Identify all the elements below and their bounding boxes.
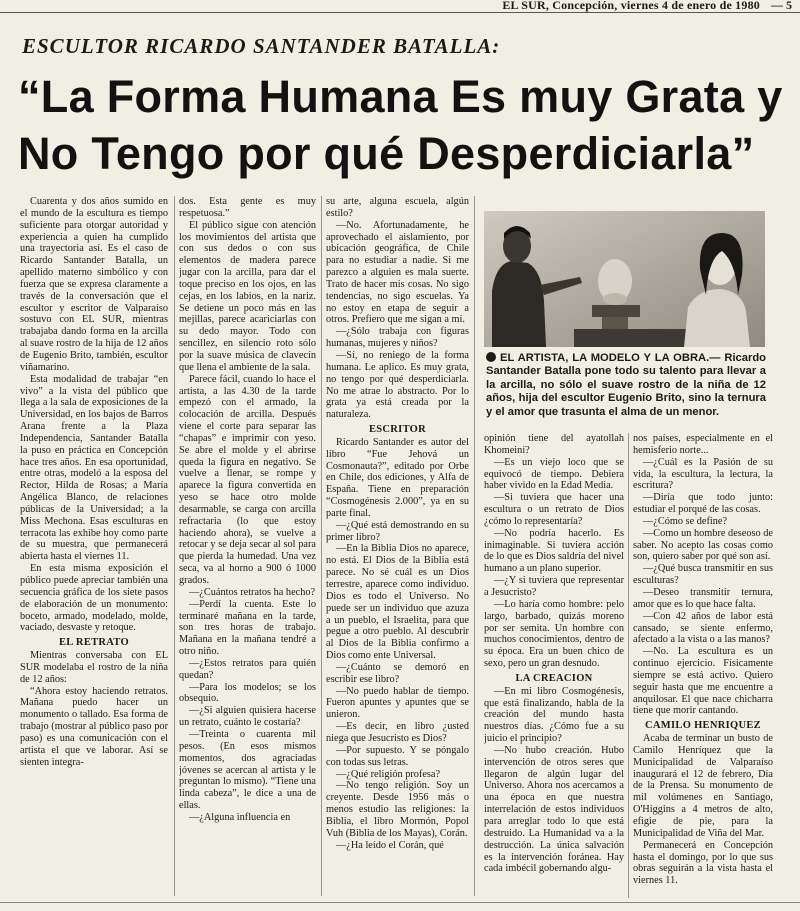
article-column-5 <box>633 433 773 898</box>
photo-image <box>484 211 765 347</box>
paragraph: —Lo haría como hombre: pelo largo, barbado, quizás moreno por ser semita. Un hombre con muchos conocimientos, dentro de su época. Era un buen chico de sexo, pero un gran desnudo. <box>484 598 624 670</box>
paragraph: Acaba de terminar un busto de Camilo Henríquez que la Municipalidad de Valparaíso inaugurará el 12 de febrero, Día de la Prensa. Su monumento de mil volúmenes en Santiago, O'Higgins a 4 metros de alto, efigie de pie, para la Municipalidad de Viña del Mar. <box>633 733 773 839</box>
masthead <box>0 0 800 13</box>
photo-caption-heading: EL ARTISTA, LA MODELO Y LA OBRA.— <box>500 352 721 364</box>
paragraph: —En mi libro Cosmogénesis, que está finalizando, habla de la creación del mundo hasta nuestros días. ¿Cómo fue a su juicio el principio? <box>484 685 624 745</box>
paragraph: Permanecerá en Concepción hasta el domingo, por lo que sus obras seguirán a la vista hasta el viernes 11. <box>633 839 773 887</box>
paragraph: —Es un viejo loco que se equivocó de tiempo. Debiera haber vivido en la Edad Media. <box>484 456 624 492</box>
column-divider <box>628 433 629 898</box>
masthead-dateline: EL SUR, Concepción, viernes 4 de enero de 1980 <box>502 0 760 12</box>
paragraph: —Por supuesto. Y se póngalo con todas sus letras. <box>326 744 469 768</box>
paragraph: dos. Esta gente es muy respetuosa.” <box>179 196 316 219</box>
paragraph: —¿Qué busca transmitir en sus esculturas? <box>633 563 773 587</box>
paragraph: —¿Ha leído el Corán, qué <box>336 839 444 851</box>
paragraph: —No puedo hablar de tiempo. Fueron apuntes y apuntes que se unieron. <box>326 685 469 721</box>
column-divider <box>174 196 175 896</box>
paragraph: —No tengo religión. Soy un creyente. Desde 1956 más o menos estudio las religiones: la Biblia, el libro Mormón, Popol Vuh (Biblia de los Mayas), Corán. <box>326 780 469 839</box>
paragraph: Parece fácil, cuando lo hace el artista, a las 4.30 de la tarde empezó con el armado, la colocación de arcilla. Después viene el corte para separar las “chapas” e imprimir con yeso. Se abre el molde y el abrirse queda la figura en negativo. Se vuelve a llenar, se rompe y aparece la figura convertida en yeso se hace otro molde desarmable, se carga con arcilla refractaria (lo que estoy haciendo ahora), se vuelve a retocar y se deja secar al sol para que pierda la humedad. Una vez seca, va al horno a 900 ó 1000 grados. <box>179 373 316 586</box>
paragraph: —Treinta o cuarenta mil pesos. (En esos mismos momentos, dos agraciadas jóvenes se acercan al artista y le preguntan lo mismo). “Tiene una linda cabeza”, le dice a una de ellas. <box>179 728 316 812</box>
paragraph: Mientras conversaba con EL SUR modelaba el rostro de la niña de 12 años: <box>20 650 168 685</box>
paragraph: —Para los modelos; se los obsequio. <box>179 681 316 705</box>
subheading-camilo-henriquez: CAMILO HENRIQUEZ <box>645 720 761 732</box>
paragraph: —Como un hombre deseoso de saber. No acepto las cosas como son, quiero saber por qué son así. <box>633 527 773 563</box>
paragraph: —No hubo creación. Hubo intervención de otros seres que llegaron de algún lugar del Universo. Ahora nos acercamos a una época en que nuestra interrelación de estos individuos para arreglar todo lo que está destruido. La Humanidad va a la destrucción. La única salvación es la intervención foránea. Hay cada imbécil gobernando algu- <box>484 744 624 875</box>
paragraph: —Con 42 años de labor está cansado, se siente enfermo, afectado a la vista o a las manos? <box>633 610 773 646</box>
article-column-4 <box>484 433 624 898</box>
paragraph: —No podría hacerlo. Es inimaginable. Si tuviera acción de lo que es Dios saldría del nivel humano a un plano superior. <box>484 527 624 575</box>
bottom-rule <box>0 902 800 903</box>
paragraph: —¿Qué religión profesa? <box>336 768 441 780</box>
paragraph: El público sigue con atención los movimientos del artista que con sus dedos o con sus elementos de madera parece jugar con la arcilla, para dar el toque preciso en los ojos, en las cejas, en los labios, en la nariz. Se detiene un poco más en las mejillas, parece acariciarlas con su dedo mayor. Todo con sencillez, en silencio roto sólo por la suave música de clavecín que llena el ambiente de la sala. <box>179 219 316 373</box>
paragraph: —Sí, no reniego de la forma humana. Le aplico. Es muy grata, no tengo por qué desperdiciarla. No me atrae lo abstracto. Por lo grata ya está creada por la naturaleza. <box>326 349 469 421</box>
paragraph: —¿Qué está demostrando en su primer libro? <box>326 519 469 543</box>
article-headline: “La Forma Humana Es muy Grata y No Tengo por qué Desperdiciarla” <box>18 71 783 179</box>
paragraph: Cuarenta y dos años sumido en el mundo de la escultura es tiempo suficiente para otorgar autoridad y experiencia a quien ha cumplido una trayectoria así. Es el caso de Ricardo Santander Batalla, un apellido materno simbólico y con fuerza que se expresa claramente a través de la conversación que el escultor y escritor de Valparaíso sostuvo con EL SUR, mientras trabajaba dando forma en la arcilla al suave rostro de la hija de 12 años de Eugenio Brito, también, escultor viñamarino. <box>20 196 168 373</box>
paragraph: —¿Cuál es la Pasión de su vida, la escultura, la lectura, la escritura? <box>633 456 773 492</box>
paragraph: —¿Sólo trabaja con figuras humanas, mujeres y niños? <box>326 326 469 350</box>
paragraph: nos países, especialmente en el hemisferio norte... <box>633 433 773 456</box>
article-column-3 <box>326 196 469 896</box>
page-number: — 5 <box>771 0 792 12</box>
photo-caption <box>486 352 766 419</box>
article-kicker: ESCULTOR RICARDO SANTANDER BATALLA: <box>22 34 501 58</box>
paragraph: su arte, alguna escuela, algún estilo? <box>326 196 469 219</box>
article-column-2 <box>179 196 316 896</box>
paragraph: —No. La escultura es un continuo ejercicio. Físicamente siempre se está activo. Quiero seguir hasta que me encuentre a anquilosar. El que nace chicharra tiene que morir cantando. <box>633 646 773 717</box>
photo-caption-text: Ricardo Santander Batalla pone todo su talento para llevar a la arcilla, no sólo el suave rostro de la niña de 12 años, hija del escultor Eugenio Brito, sino la ternura y el amor que trasunta el alma de un menor. <box>486 352 767 418</box>
paragraph: Ricardo Santander es autor del libro “Fue Jehová un Cosmonauta?”, editado por Orbe en Chile, dos ediciones, y Alfa de España. Tiene en preparación “Cosmogénesis 2.000”, ya en su parte final. <box>326 436 469 519</box>
paragraph: —¿Si alguien quisiera hacerse un retrato, cuánto le costaría? <box>179 705 316 729</box>
bullet-icon <box>486 352 496 362</box>
paragraph: —¿Alguna influencia en <box>189 811 291 823</box>
subheading-el-retrato: EL RETRATO <box>58 637 129 649</box>
paragraph: opinión tiene del ayatollah Khomeini? <box>484 433 624 456</box>
paragraph: —Si tuviera que hacer una escultura o un retrato de Dios ¿cómo lo representaría? <box>484 492 624 527</box>
article-column-1 <box>20 196 168 896</box>
paragraph: —Diría que todo junto: estudiar el porqué de las cosas. <box>633 492 773 516</box>
column-divider <box>321 196 322 896</box>
paragraph: —Perdí la cuenta. Este lo terminaré mañana en la tarde, son tres horas de trabajo. Mañana en la mañana tendré a otro niño. <box>179 598 316 658</box>
subheading-la-creacion: LA CREACION <box>515 672 593 684</box>
paragraph: —¿Estos retratos para quién quedan? <box>179 657 316 681</box>
paragraph: En esta misma exposición el público puede apreciar también una secuencia gráfica de los siete pasos de elaboración de un monumento: boceto, armado, modelado, molde, vaciado, desvaste y retoque. <box>20 563 168 634</box>
column-divider <box>474 196 475 896</box>
paragraph: —¿Cuánto se demoró en escribir ese libro? <box>326 661 469 685</box>
paragraph: —Deseo transmitir ternura, amor que es lo que hace falta. <box>633 586 773 610</box>
article-photo <box>484 211 765 347</box>
paragraph: —¿Cómo se define? <box>643 515 728 527</box>
paragraph: Esta modalidad de trabajar “en vivo” a la vista del público que llega a la sala de exposiciones de la Universidad, en los bajos de Barros Arana frente a la Plaza Independencia, Santander Batalla la puso en práctica en Concepción hace tres años. En esa oportunidad, entre otras, modeló a la esposa del Rector, Hilda de Rosas; a María Angélica Blanco, de relaciones públicas de la Universidad; a la Miss Mechona. Esas esculturas en terracota las exhibe hoy como parte de su muestra, que permanecerá abierta hasta el viernes 11. <box>20 373 168 563</box>
paragraph: —En la Biblia Dios no aparece, no está. El Dios de la Biblia está parece. No sé cuál es un Dios terrestre, aparece como individuo. Dios es todo el Universo. No puede ser un individuo que azuza a un pueblo, el Israelita, para que pegue a otro pueblo. Al descubrir al Dios de la Biblia confirmo a Dios como ente Universal. <box>326 543 469 662</box>
paragraph: —No. Afortunadamente, he aprovechado el aislamiento, por ubicación geográfica, de Chile para no estudiar a nadie. Si me parezco a alguien es mala suerte. Trato de hacer mis cosas. No sigo tendencias, no sigo escuelas. Ya no estoy en etapa de seguir a otros. Prefiero que me sigan a mí. <box>326 219 469 326</box>
paragraph: —¿Cuántos retratos ha hecho? <box>189 586 316 598</box>
paragraph: —¿Y si tuviera que representar a Jesucristo? <box>484 575 624 598</box>
paragraph: “Ahora estoy haciendo retratos. Mañana puedo hacer un monumento o tallado. Esa forma de trabajo (mostrar al público paso por paso) es una comunicación con el artista el que ve laborar. Así se sienten integra- <box>20 685 168 768</box>
subheading-escritor: ESCRITOR <box>368 424 427 436</box>
paragraph: —Es decir, en libro ¿usted niega que Jesucristo es Dios? <box>326 721 469 744</box>
